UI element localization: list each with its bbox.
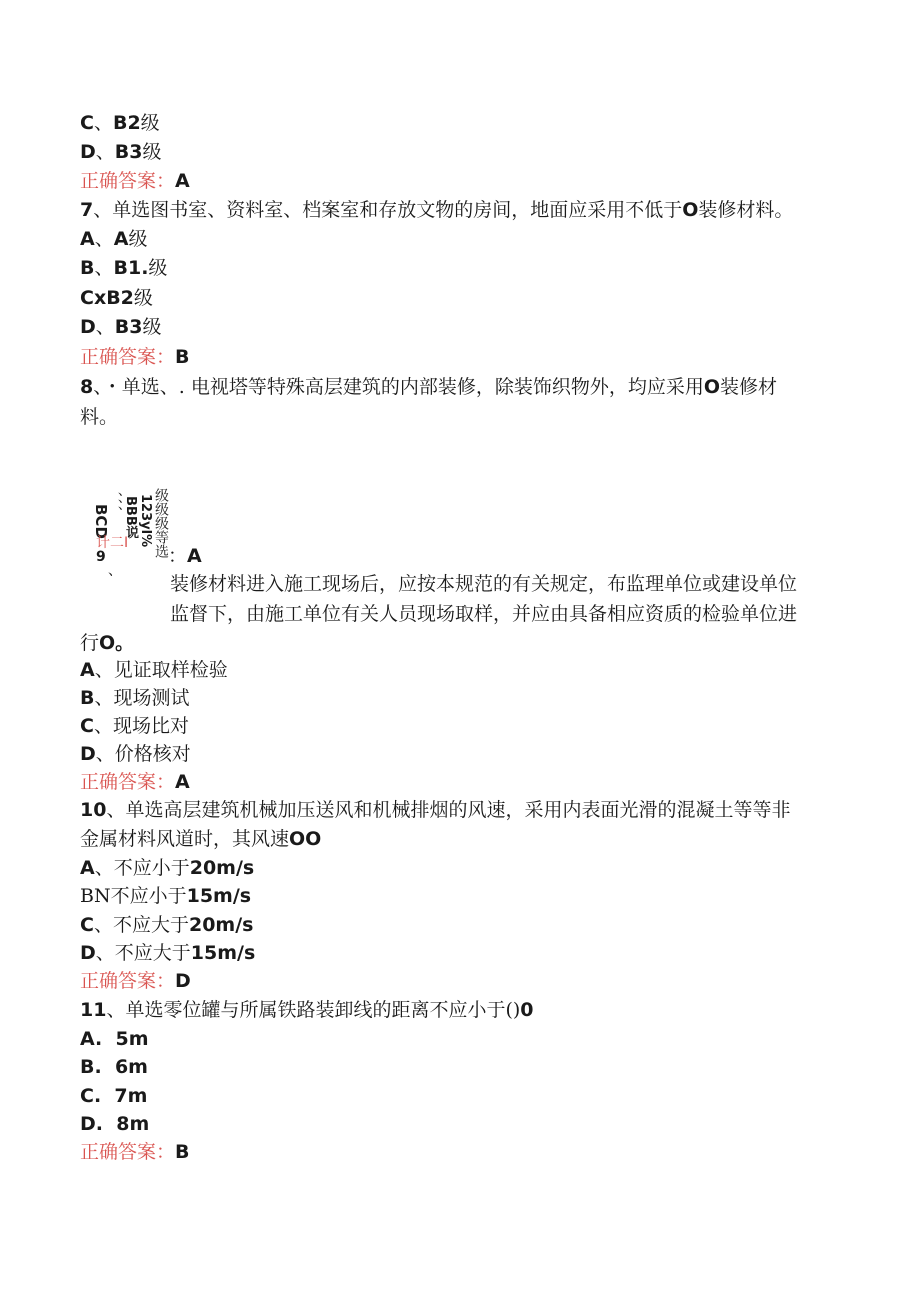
option-code: B1. — [113, 257, 149, 279]
answer-value: B — [175, 1141, 190, 1163]
q7-question — [80, 197, 840, 223]
option-code: CxB2 — [80, 287, 134, 309]
option-letter: BN — [80, 885, 111, 907]
garbled-text: 计二I — [96, 535, 129, 551]
q10-question — [80, 797, 840, 823]
option-text: 、不应大于 — [95, 942, 191, 964]
option-separator: 、 — [94, 228, 114, 250]
option-code: A — [113, 228, 129, 250]
q9-answer — [80, 769, 190, 795]
option-value: 7m — [114, 1085, 148, 1107]
q6-answer — [80, 168, 190, 194]
question-text-end: 0 — [520, 999, 534, 1021]
question-number: 7 — [80, 199, 94, 221]
option-letter: A. — [80, 1028, 103, 1050]
option-code: B2 — [112, 112, 141, 134]
q11-option-b — [80, 1054, 148, 1080]
answer-separator: ： — [168, 545, 188, 567]
q7-option-c — [80, 285, 153, 311]
q10-option-a — [80, 855, 254, 881]
answer-value: B — [175, 346, 190, 368]
q7-option-b — [80, 255, 167, 281]
answer-label: 正确答案： — [80, 170, 176, 192]
option-separator: 、 — [93, 112, 113, 134]
q9-question-line3 — [80, 630, 134, 656]
option-code: B3 — [114, 141, 143, 163]
question-separator: 、 — [106, 999, 126, 1021]
garbled-text: 级级级等选 — [153, 488, 169, 558]
answer-label: 正确答案： — [80, 771, 176, 793]
answer-label: 正确答案： — [80, 970, 176, 992]
answer-label: 正确答案： — [80, 1141, 176, 1163]
question-blank: O。 — [99, 632, 135, 654]
option-value: 6m — [114, 1056, 148, 1078]
question-blank: OO — [289, 828, 322, 850]
question-text: 单选图书室、资料室、档案室和存放文物的房间，地面应采用不低于 — [112, 199, 683, 221]
q10-option-c — [80, 912, 253, 938]
option-text: 、现场比对 — [93, 715, 189, 737]
garbled-text: 123yl% — [138, 494, 153, 548]
option-separator: 、 — [95, 316, 115, 338]
q9-question-line2: 监督下，由施工单位有关人员现场取样，并应由具备相应资质的检验单位进 — [170, 603, 798, 625]
q9-option-d — [80, 741, 191, 767]
option-letter: A — [80, 659, 95, 681]
option-text: 级 — [148, 257, 168, 279]
option-letter: D — [80, 743, 96, 765]
option-text: 、见证取样检验 — [94, 659, 228, 681]
option-code: B3 — [114, 316, 143, 338]
option-text: 级 — [142, 141, 162, 163]
option-letter: D — [80, 316, 96, 338]
garbled-text: 、、、 — [107, 492, 123, 520]
question-separator: 、 — [106, 799, 126, 821]
garbled-text: BBB说 — [123, 496, 138, 539]
q7-option-a — [80, 226, 147, 252]
answer-value: D — [175, 970, 191, 992]
q9-question-line1: 装修材料进入施工现场后，应按本规范的有关规定，布监理单位或建设单位 — [170, 573, 798, 595]
answer-value: A — [187, 545, 202, 567]
option-text: 、不应小于 — [94, 857, 190, 879]
q11-option-d — [80, 1111, 149, 1137]
q10-answer — [80, 968, 191, 994]
question-number: 10 — [80, 799, 107, 821]
question-blank: O — [682, 199, 699, 221]
option-value: 20m/s — [189, 857, 255, 879]
q9-option-a — [80, 657, 228, 683]
q11-option-c — [80, 1083, 147, 1109]
q6-option-d — [80, 139, 162, 165]
q10-option-b — [80, 883, 251, 909]
question-text: 金属材料风道时，其风速 — [80, 828, 290, 850]
option-text: 、现场测试 — [94, 687, 190, 709]
question-text: 单选零位罐与所属铁路装卸线的距离不应小于() — [125, 999, 521, 1021]
option-letter: A — [80, 857, 95, 879]
option-letter: B — [80, 687, 95, 709]
q8-answer — [168, 543, 202, 569]
option-value: 8m — [116, 1113, 150, 1135]
question-number: 11 — [80, 999, 107, 1021]
q11-question — [80, 997, 534, 1023]
option-text: 级 — [142, 316, 162, 338]
option-letter: C — [80, 914, 94, 936]
answer-label: 正确答案： — [80, 346, 176, 368]
answer-value: A — [175, 170, 190, 192]
q11-answer — [80, 1139, 190, 1165]
option-letter: C — [80, 112, 94, 134]
question-text: 单选、. 电视塔等特殊高层建筑的内部装修，除装饰织物外，均应采用 — [121, 376, 704, 398]
q9-option-c — [80, 713, 189, 739]
option-value: 15m/s — [190, 942, 256, 964]
option-value: 15m/s — [186, 885, 252, 907]
option-separator: 、 — [95, 141, 115, 163]
option-letter: B — [80, 257, 95, 279]
option-letter: B. — [80, 1056, 102, 1078]
option-letter: D — [80, 942, 96, 964]
garbled-text: BCD — [92, 504, 110, 539]
option-text: 级 — [133, 287, 153, 309]
q9-option-b — [80, 685, 190, 711]
option-text: 级 — [140, 112, 160, 134]
question-bullet: ・ — [102, 376, 122, 398]
option-text: 、价格核对 — [95, 743, 191, 765]
q7-answer — [80, 344, 190, 370]
option-text: 级 — [128, 228, 148, 250]
option-letter: C. — [80, 1085, 102, 1107]
option-letter: C — [80, 715, 94, 737]
option-letter: D — [80, 141, 96, 163]
q10-option-d — [80, 940, 255, 966]
q11-option-a — [80, 1026, 149, 1052]
question-separator: 、 — [93, 199, 113, 221]
option-value: 20m/s — [188, 914, 254, 936]
question-text: 行 — [80, 632, 100, 654]
q8-question-line2: 料。 — [80, 406, 119, 428]
option-letter: D. — [80, 1113, 103, 1135]
question-text-end: 装修材料。 — [698, 199, 794, 221]
option-letter: A — [80, 228, 95, 250]
question-blank: O — [703, 376, 721, 398]
question-text-end: 装修材 — [720, 376, 778, 398]
q10-question-line2 — [80, 826, 321, 852]
question-text: 单选高层建筑机械加压送风和机械排烟的风速，采用内表面光滑的混凝土等等非 — [125, 799, 791, 821]
garbled-text: 、 — [108, 563, 122, 579]
option-value: 5m — [115, 1028, 149, 1050]
answer-value: A — [175, 771, 190, 793]
option-separator: 、 — [94, 257, 114, 279]
option-text: 、不应大于 — [93, 914, 189, 936]
option-text: 不应小于 — [110, 885, 187, 907]
garbled-text: 9 — [96, 549, 106, 565]
q8-question — [80, 374, 840, 400]
question-separator: 、 — [93, 376, 103, 398]
q7-option-d — [80, 314, 162, 340]
q6-option-c — [80, 110, 160, 136]
question-number: 8 — [80, 376, 94, 398]
